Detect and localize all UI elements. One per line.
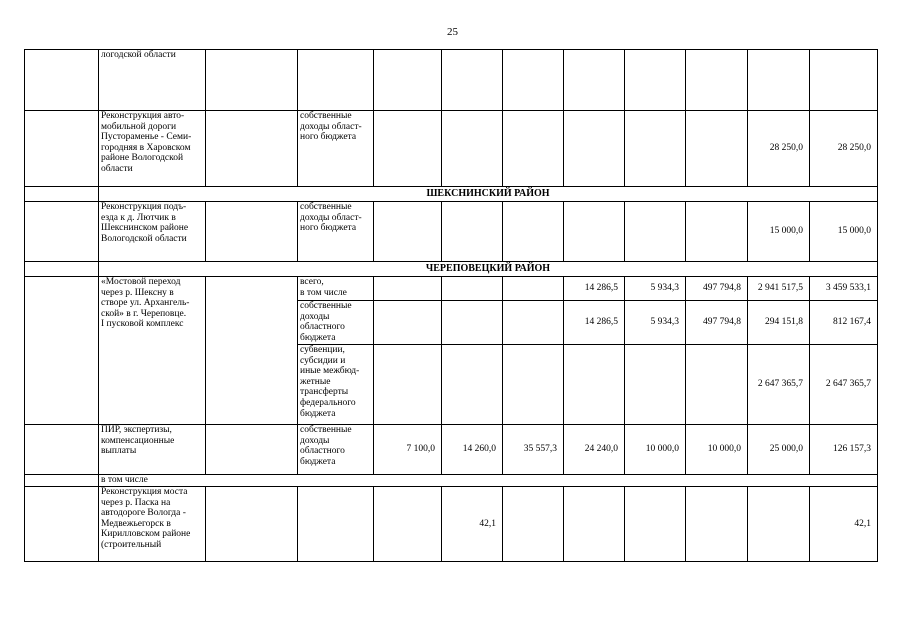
value-cell: 10 000,0: [625, 425, 686, 475]
value-cell: [503, 345, 564, 425]
value-cell: [686, 202, 748, 262]
table-row: [25, 487, 878, 562]
value-cell: [374, 50, 442, 111]
value-cell: 497 794,8: [686, 277, 748, 301]
value-cell: 126 157,3: [810, 425, 878, 475]
budget-table: [24, 49, 878, 562]
value-cell: 28 250,0: [748, 111, 810, 187]
value-cell: 2 647 365,7: [810, 345, 878, 425]
object-cell: [99, 50, 206, 111]
value-cell: 24 240,0: [564, 425, 625, 475]
value-cell: [442, 50, 503, 111]
value-cell: [374, 111, 442, 187]
row-number-cell: [25, 487, 99, 562]
table-row: [25, 202, 878, 262]
value-cell: [748, 487, 810, 562]
row-number-cell: [25, 187, 99, 202]
object-name: Реконструкция подъ- езда к д. Лютчик в Шекснинском районе Вологодской области: [101, 202, 189, 244]
value-cell: [503, 202, 564, 262]
value-cell: [686, 50, 748, 111]
value-cell: 42,1: [810, 487, 878, 562]
value-cell: 14 286,5: [564, 301, 625, 345]
object-name: «Мостовой переход через р. Шексну в створе ул. Архангель- ской» в г. Череповце. I пусковой комплекс: [101, 277, 190, 330]
value-cell: 28 250,0: [810, 111, 878, 187]
object-name: ПИР, экспертизы, компенсационные выплаты: [101, 425, 175, 457]
value-cell: [442, 111, 503, 187]
object-name: логодской области: [101, 50, 176, 60]
value-cell: [503, 277, 564, 301]
value-cell: [810, 50, 878, 111]
value-cell: 14 260,0: [442, 425, 503, 475]
empty-cell: [206, 50, 298, 111]
value-cell: [442, 277, 503, 301]
value-cell: 15 000,0: [810, 202, 878, 262]
object-cell: [99, 425, 206, 475]
value-cell: [503, 487, 564, 562]
value-cell: 10 000,0: [686, 425, 748, 475]
source-text: собственные доходы областного бюджета: [300, 301, 352, 343]
source-cell: [298, 425, 374, 475]
source-cell: [298, 345, 374, 425]
value-cell: [503, 50, 564, 111]
source-text: собственные доходы област- ного бюджета: [300, 202, 362, 234]
value-cell: [625, 487, 686, 562]
section-row: [25, 262, 878, 277]
value-cell: 497 794,8: [686, 301, 748, 345]
object-cell: [99, 277, 206, 425]
value-cell: 7 100,0: [374, 425, 442, 475]
source-cell: [298, 277, 374, 301]
row-number-cell: [25, 262, 99, 277]
empty-cell: [206, 202, 298, 262]
value-cell: [625, 345, 686, 425]
value-cell: 25 000,0: [748, 425, 810, 475]
row-number-cell: [25, 50, 99, 111]
value-cell: 5 934,3: [625, 277, 686, 301]
row-number-cell: [25, 475, 99, 487]
object-cell: [99, 202, 206, 262]
value-cell: [625, 111, 686, 187]
source-cell: [298, 301, 374, 345]
source-cell: [298, 202, 374, 262]
object-name: Реконструкция авто- мобильной дороги Пустораменье - Семи- городняя в Харовском районе Вологодской области: [101, 111, 192, 174]
value-cell: [625, 50, 686, 111]
value-cell: 2 941 517,5: [748, 277, 810, 301]
row-number-cell: [25, 202, 99, 262]
row-number-cell: [25, 111, 99, 187]
value-cell: [564, 345, 625, 425]
value-cell: 3 459 533,1: [810, 277, 878, 301]
table-row: [25, 277, 878, 301]
value-cell: [374, 345, 442, 425]
source-text: всего, в том числе: [300, 277, 347, 298]
empty-cell: [206, 111, 298, 187]
empty-cell: [206, 277, 298, 425]
value-cell: [748, 50, 810, 111]
section-row: [25, 187, 878, 202]
value-cell: [564, 50, 625, 111]
table-row: [25, 111, 878, 187]
value-cell: [442, 301, 503, 345]
value-cell: 812 167,4: [810, 301, 878, 345]
page-number: 25: [447, 26, 458, 38]
empty-cell: [206, 487, 298, 562]
table-row: [25, 475, 878, 487]
value-cell: [564, 202, 625, 262]
value-cell: [442, 345, 503, 425]
value-cell: 294 151,8: [748, 301, 810, 345]
value-cell: [503, 111, 564, 187]
value-cell: 15 000,0: [748, 202, 810, 262]
table-row: [25, 50, 878, 111]
source-cell: [298, 487, 374, 562]
value-cell: [374, 277, 442, 301]
value-cell: 35 557,3: [503, 425, 564, 475]
value-cell: 14 286,5: [564, 277, 625, 301]
source-cell: [298, 50, 374, 111]
subheading-text: в том числе: [101, 475, 148, 485]
value-cell: [564, 111, 625, 187]
value-cell: [564, 487, 625, 562]
section-heading: ЧЕРЕПОВЕЦКИЙ РАЙОН: [99, 262, 878, 277]
value-cell: 2 647 365,7: [748, 345, 810, 425]
value-cell: [442, 202, 503, 262]
value-cell: [503, 301, 564, 345]
object-cell: [99, 487, 206, 562]
value-cell: [686, 111, 748, 187]
subheading-cell: [99, 475, 878, 487]
object-cell: [99, 111, 206, 187]
empty-cell: [206, 425, 298, 475]
value-cell: [686, 487, 748, 562]
row-number-cell: [25, 425, 99, 475]
section-heading: ШЕКСНИНСКИЙ РАЙОН: [99, 187, 878, 202]
value-cell: [625, 202, 686, 262]
source-cell: [298, 111, 374, 187]
value-cell: [686, 345, 748, 425]
source-text: субвенции, субсидии и иные межбюд- жетные трансферты федерального бюджета: [300, 345, 360, 419]
value-cell: [374, 202, 442, 262]
value-cell: [374, 301, 442, 345]
object-name: Реконструкция моста через р. Паска на автодороге Вологда - Медвежьегорск в Кирилловском районе (строительный: [101, 487, 191, 550]
row-number-cell: [25, 277, 99, 425]
source-text: собственные доходы област- ного бюджета: [300, 111, 362, 143]
value-cell: 42,1: [442, 487, 503, 562]
source-text: собственные доходы областного бюджета: [300, 425, 352, 467]
value-cell: [374, 487, 442, 562]
table-row: [25, 425, 878, 475]
value-cell: 5 934,3: [625, 301, 686, 345]
